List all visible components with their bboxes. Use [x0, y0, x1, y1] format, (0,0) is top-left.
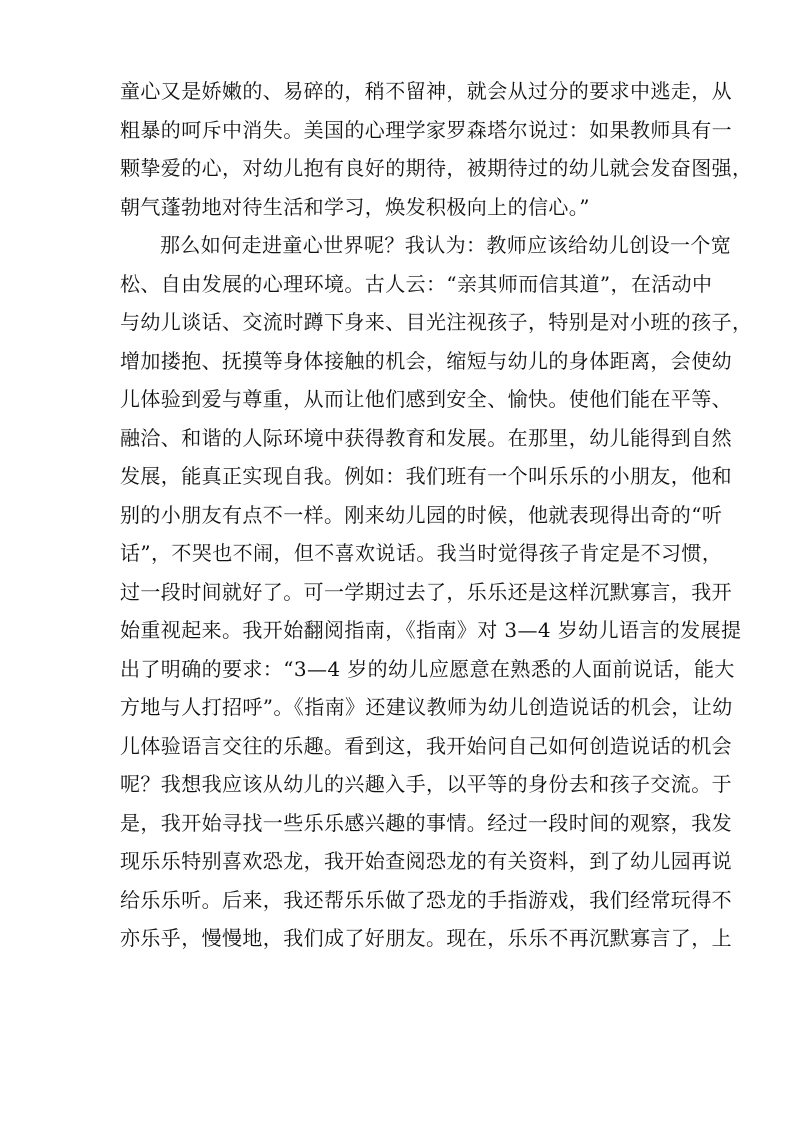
text-line-11: 发展，能真正实现自我。例如：我们班有一个叫乐乐的小朋友，他和: [120, 464, 732, 488]
text-line-3: 颗挚爱的心，对幼儿抱有良好的期待，被期待过的幼儿就会发奋图强，: [120, 156, 753, 180]
text-line-13: 话”，不哭也不闹，但不喜欢说话。我当时觉得孩子肯定是不习惯，: [120, 541, 723, 565]
text-line-23: 亦乐乎，慢慢地，我们成了好朋友。现在，乐乐不再沉默寡言了，上: [120, 926, 732, 950]
text-line-14: 过一段时间就好了。可一学期过去了，乐乐还是这样沉默寡言，我开: [120, 579, 732, 604]
text-line-12: 别的小朋友有点不一样。刚来幼儿园的时候，他就表现得出奇的“听: [120, 502, 723, 527]
text-line-8: 增加搂抱、抚摸等身体接触的机会，缩短与幼儿的身体距离，会使幼: [120, 348, 732, 373]
text-line-20: 是，我开始寻找一些乐乐感兴趣的事情。经过一段时间的观察，我发: [120, 810, 732, 835]
text-line-16: 出了明确的要求：“3—4 岁的幼儿应愿意在熟悉的人面前说话，能大: [120, 656, 735, 681]
text-line-1: 童心又是娇嫩的、易碎的，稍不留神，就会从过分的要求中逃走，从: [120, 79, 732, 103]
text-line-17: 方地与人打招呼”。《指南》还建议教师为幼儿创造说话的机会，让幼: [120, 695, 733, 719]
body-text: [120, 72, 753, 958]
text-line-9: 儿体验到爱与尊重，从而让他们感到安全、愉快。使他们能在平等、: [120, 387, 732, 411]
paragraph-2-first-line: 那么如何走进童心世界呢？我认为：教师应该给幼儿创设一个宽: [160, 233, 732, 257]
text-line-2: 粗暴的呵斥中消失。美国的心理学家罗森塔尔说过：如果教师具有一: [120, 117, 732, 142]
text-line-18: 儿体验语言交往的乐趣。看到这，我开始问自己如何创造说话的机会: [120, 733, 732, 758]
text-line-22: 给乐乐听。后来，我还帮乐乐做了恐龙的手指游戏，我们经常玩得不: [120, 887, 732, 912]
text-line-19: 呢？我想我应该从幼儿的兴趣入手，以平等的身份去和孩子交流。于: [120, 772, 732, 796]
text-line-7: 与幼儿谈话、交流时蹲下身来、目光注视孩子，特别是对小班的孩子，: [120, 310, 753, 334]
text-line-21: 现乐乐特别喜欢恐龙，我开始查阅恐龙的有关资料，到了幼儿园再说: [120, 849, 732, 873]
text-line-4: 朝气蓬勃地对待生活和学习，焕发积极向上的信心。”: [120, 194, 590, 219]
text-line-10: 融洽、和谐的人际环境中获得教育和发展。在那里，幼儿能得到自然: [120, 425, 732, 450]
text-line-6: 松、自由发展的心理环境。古人云：“亲其师而信其道”，在活动中: [120, 271, 713, 296]
text-line-15: 始重视起来。我开始翻阅指南，《指南》对 3—4 岁幼儿语言的发展提: [120, 618, 742, 642]
